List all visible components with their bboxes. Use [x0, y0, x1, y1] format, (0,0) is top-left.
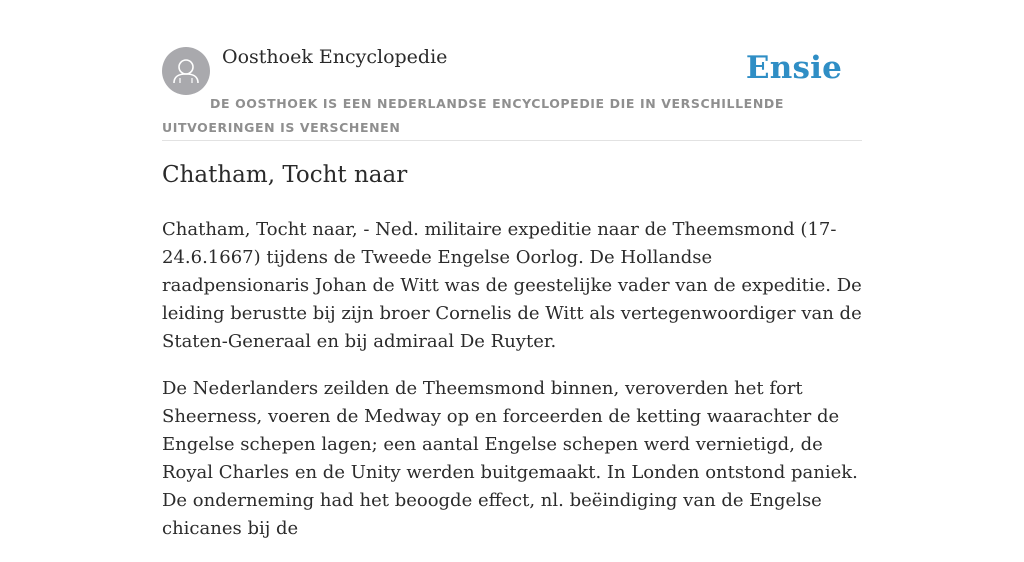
site-header — [162, 40, 862, 141]
article-paragraph-2: De Nederlanders zeilden de Theemsmond binnen, veroverden het fort Sheerness, voeren de Medway op en forceerden de ketting waarachter de Engelse schepen lagen; een aantal Engelse schepen werd vernietigd, de Royal Charles en de Unity werden buitgemaakt. In Londen ontstond paniek. De onderneming had het beoogde effect, nl. beëindiging van de Engelse chicanes bij de — [162, 378, 858, 539]
site-tagline: DE OOSTHOEK IS EEN NEDERLANDSE ENCYCLOPEDIE DIE IN VERSCHILLENDE UITVOERINGEN IS VERSCHENEN — [162, 96, 784, 135]
article-body — [162, 216, 862, 562]
article-paragraph-1: Chatham, Tocht naar, - Ned. militaire expeditie naar de Theemsmond (17-24.6.1667) tijdens de Tweede Engelse Oorlog. De Hollandse raadpensionaris Johan de Witt was de geestelijke vader van de expeditie. De leiding berustte bij zijn broer Cornelis de Witt als vertegenwoordiger van de Staten-Generaal en bij admiraal De Ruyter. — [162, 219, 862, 352]
article-title: Chatham, Tocht naar — [162, 162, 408, 188]
brand-logo[interactable]: Ensie — [745, 50, 842, 86]
user-avatar-icon[interactable] — [162, 47, 210, 95]
site-name[interactable]: Oosthoek Encyclopedie — [222, 46, 448, 68]
